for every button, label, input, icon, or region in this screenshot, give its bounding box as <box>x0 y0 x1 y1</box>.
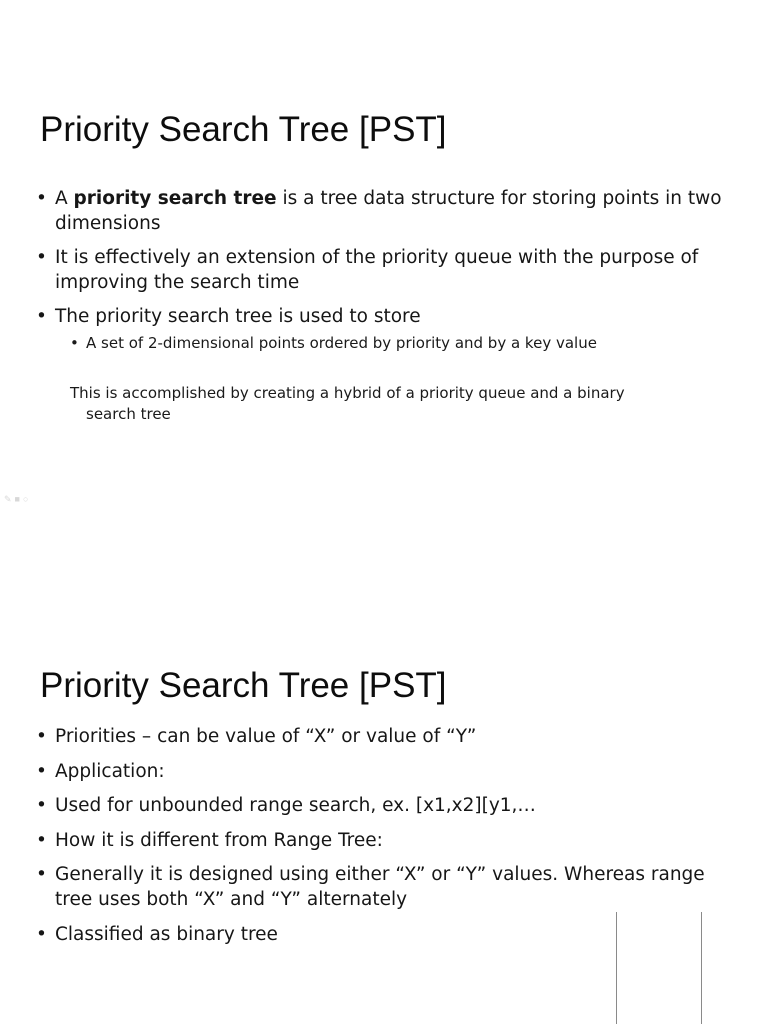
bullet-item: • Classified as binary tree <box>36 922 736 947</box>
bullet-item <box>36 245 726 295</box>
bullet-list <box>36 724 736 956</box>
bullet-text: It is effectively an extension of the priority queue with the purpose of improving the search time <box>55 247 699 293</box>
bullet-item <box>36 186 726 236</box>
bullet-item: • Used for unbounded range search, ex. [x1,x2][y1,… <box>36 793 736 818</box>
note-line-1: This is accomplished by creating a hybrid of a priority queue and a binary <box>70 384 625 402</box>
slide-2 <box>0 580 768 1024</box>
bullet-prefix: A <box>55 188 74 209</box>
vertical-divider-line <box>616 912 617 1024</box>
bullet-list <box>36 186 726 362</box>
bullet-item: • Application: <box>36 759 736 784</box>
bullet-text: The priority search tree is used to store <box>55 306 421 327</box>
bullet-item: • Generally it is designed using either “X” or “Y” values. Whereas range tree uses both “X” and “Y” alternately <box>36 862 736 912</box>
sub-bullet-list <box>55 333 726 353</box>
note-line-2: search tree <box>86 405 171 423</box>
bullet-item <box>36 304 726 353</box>
bullet-item: • How it is different from Range Tree: <box>36 828 736 853</box>
vertical-divider-line <box>701 912 702 1024</box>
slide-title: Priority Search Tree [PST] <box>40 110 447 149</box>
slide-note <box>70 383 670 425</box>
sub-bullet-item: • A set of 2-dimensional points ordered by priority and by a key value <box>70 333 726 353</box>
faded-slide-toolbar-icons: ✎■○ <box>4 494 32 504</box>
bullet-text: is a tree data structure for storing points in two dimensions <box>55 188 722 234</box>
slide-title: Priority Search Tree [PST] <box>40 666 447 705</box>
bullet-bold-term: priority search tree <box>73 188 277 209</box>
bullet-item: • Priorities – can be value of “X” or value of “Y” <box>36 724 736 749</box>
